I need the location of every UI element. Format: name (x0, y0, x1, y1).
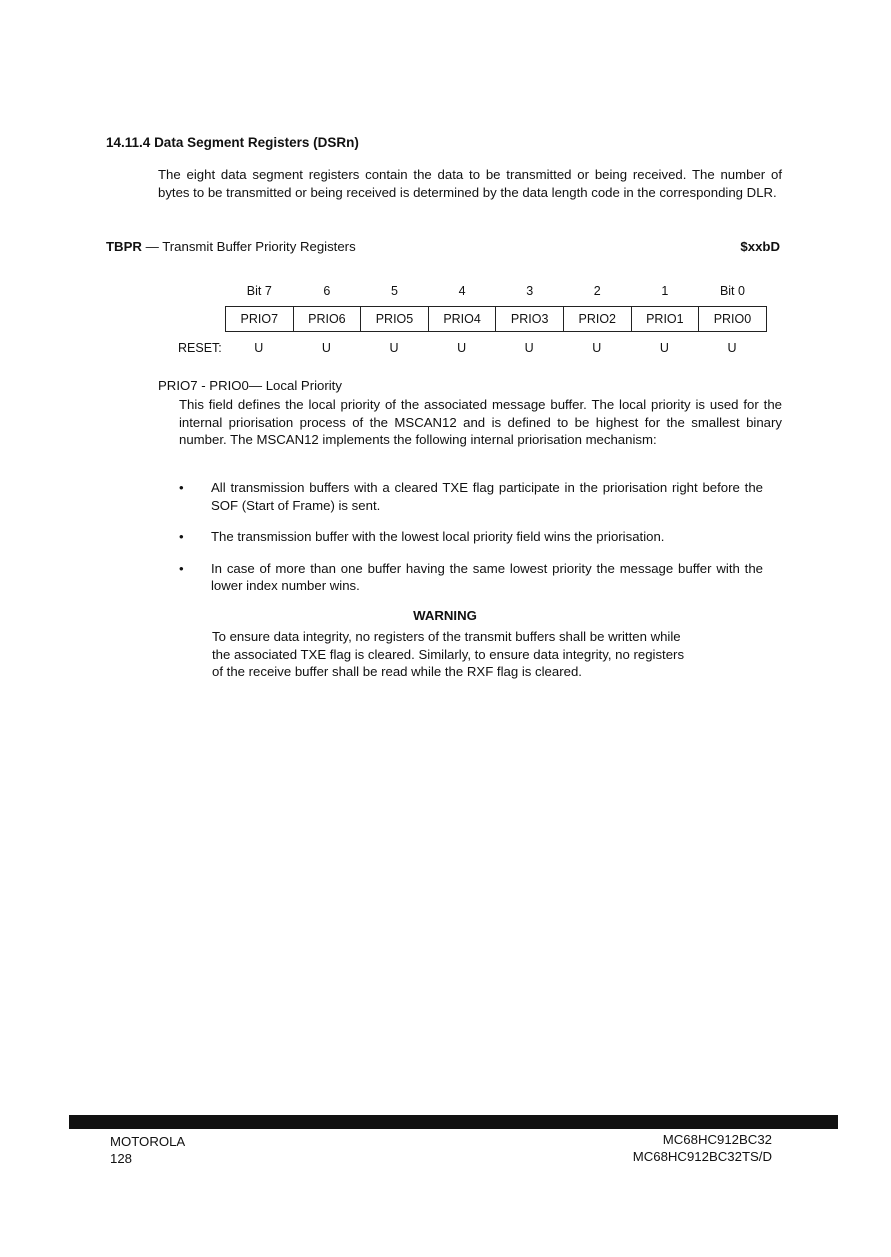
list-item (179, 479, 763, 514)
reset-value: U (321, 341, 331, 355)
footer-page-number: 128 (110, 1151, 133, 1166)
footer-part-number: MC68HC912BC32 (662, 1132, 772, 1147)
list-item-text: The transmission buffer with the lowest local priority field wins the priorisation. (211, 529, 665, 544)
reset-value: U (254, 341, 264, 355)
field-cell: PRIO2 (563, 307, 631, 332)
list-item (179, 528, 763, 546)
register-long-name: Transmit Buffer Priority Registers (162, 239, 356, 254)
reset-value: U (457, 341, 467, 355)
warning-line: of the receive buffer shall be read while the RXF flag is cleared. (212, 664, 582, 679)
section-title: Data Segment Registers (DSRn) (154, 135, 359, 150)
register-short-name: TBPR (106, 239, 142, 254)
register-bit-table (225, 284, 767, 332)
bit-label: 1 (661, 284, 669, 298)
intro-paragraph: The eight data segment registers contain the data to be transmitted or being received. The number of bytes to be transmitted or being received is determined by the data length code in the corresponding DLR. (158, 167, 782, 200)
reset-value: U (659, 341, 669, 355)
warning-title: WARNING (413, 608, 477, 623)
field-cell: PRIO0 (699, 307, 767, 332)
footer-doc-number: MC68HC912BC32TS/D (632, 1149, 772, 1164)
warning-line: To ensure data integrity, no registers of the transmit buffers shall be written while (212, 629, 681, 644)
field-cell: PRIO4 (428, 307, 496, 332)
field-cell: PRIO1 (631, 307, 699, 332)
reset-value-row (225, 341, 766, 355)
field-description: This field defines the local priority of the associated message buffer. The local priority is used for the internal priorisation process of the MSCAN12 and is defined to be highest for the smallest binary number. The MSCAN12 implements the following internal priorisation mechanism: (179, 397, 782, 447)
bullet-icon: • (179, 529, 184, 544)
warning-line: the associated TXE flag is cleared. Similarly, to ensure data integrity, no registers (212, 646, 685, 662)
bit-label: 6 (323, 284, 331, 298)
footer-rule (69, 1115, 838, 1129)
field-cell: PRIO6 (293, 307, 361, 332)
reset-label: RESET: (178, 341, 222, 355)
warning-body (212, 628, 752, 681)
bit-number-row (226, 284, 767, 307)
section-number: 14.11.4 (106, 135, 151, 150)
register-address: $xxbD (740, 239, 780, 254)
bit-label: 4 (458, 284, 466, 298)
register-title (106, 239, 780, 254)
bullet-icon: • (179, 560, 184, 576)
footer-right (560, 1131, 772, 1165)
bullet-icon: • (179, 480, 184, 495)
bit-label: 2 (593, 284, 601, 298)
bit-label: Bit 7 (246, 284, 272, 298)
section-heading (106, 135, 359, 150)
field-cell: PRIO7 (226, 307, 294, 332)
list-item-text: All transmission buffers with a cleared TXE flag participate in the priorisation right before the SOF (Start of Frame) is sent. (211, 480, 763, 513)
reset-value: U (727, 341, 737, 355)
list-item-text: In case of more than one buffer having the same lowest priority the message buffer with the lower index number wins. (211, 560, 763, 593)
bit-label: Bit 0 (719, 284, 745, 298)
priorisation-list (179, 479, 763, 609)
field-cell: PRIO3 (496, 307, 564, 332)
reset-value: U (592, 341, 602, 355)
reset-value: U (524, 341, 534, 355)
reset-value: U (389, 341, 399, 355)
bit-label: 5 (391, 284, 398, 298)
field-row (226, 307, 767, 332)
footer-company: MOTOROLA (110, 1134, 186, 1149)
list-item (179, 560, 763, 595)
field-cell: PRIO5 (361, 307, 429, 332)
field-heading: PRIO7 - PRIO0— Local Priority (158, 378, 342, 393)
footer-left (110, 1133, 185, 1167)
register-dash: — (145, 239, 159, 254)
bit-label: 3 (526, 284, 534, 298)
